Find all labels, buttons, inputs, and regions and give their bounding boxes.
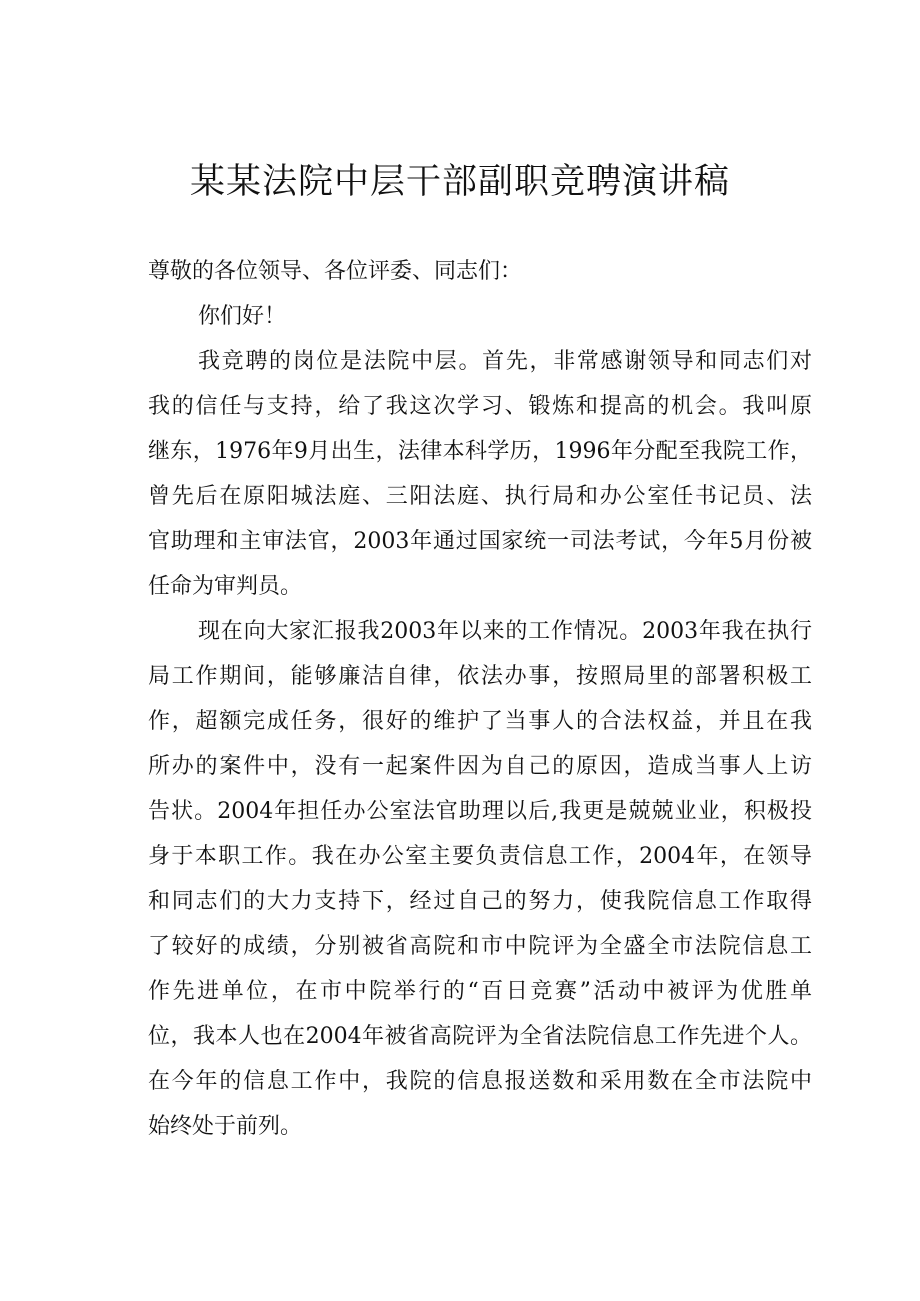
paragraph-1-line-4: 曾先后在原阳城法庭、三阳法庭、执行局和办公室任书记员、法 (148, 484, 812, 509)
paragraph-2-line-5: 告状。2004年担任办公室法官助理以后,我更是兢兢业业，积极投 (148, 799, 812, 824)
paragraph-1-line-2: 我的信任与支持，给了我这次学习、锻炼和提高的机会。我叫原 (148, 394, 812, 419)
paragraph-2-line-6: 身于本职工作。我在办公室主要负责信息工作，2004年，在领导 (148, 844, 812, 869)
paragraph-2-line-8: 了较好的成绩，分别被省高院和市中院评为全盛全市法院信息工 (148, 934, 812, 959)
paragraph-2-line-11: 在今年的信息工作中，我院的信息报送数和采用数在全市法院中 (148, 1069, 812, 1094)
paragraph-2-line-9: 作先进单位，在市中院举行的“百日竞赛”活动中被评为优胜单 (148, 979, 812, 1004)
paragraph-2-line-3: 作，超额完成任务，很好的维护了当事人的合法权益，并且在我 (148, 709, 812, 734)
paragraph-2-line-10: 位，我本人也在2004年被省高院评为全省法院信息工作先进个人。 (148, 1024, 812, 1049)
paragraph-2-line-4: 所办的案件中，没有一起案件因为自己的原因，造成当事人上访 (148, 754, 812, 779)
paragraph-1-line-5: 官助理和主审法官，2003年通过国家统一司法考试，今年5月份被 (148, 529, 812, 554)
paragraph-2-line-2: 局工作期间，能够廉洁自律，依法办事，按照局里的部署积极工 (148, 664, 812, 689)
paragraph-1-line-3: 继东，1976年9月出生，法律本科学历，1996年分配至我院工作， (148, 439, 812, 464)
greeting-line: 你们好！ (198, 304, 287, 329)
document-title: 某某法院中层干部副职竞聘演讲稿 (189, 162, 730, 202)
paragraph-1-line-6: 任命为审判员。 (148, 574, 303, 599)
document-body (148, 249, 812, 1149)
paragraph-1-line-1: 我竞聘的岗位是法院中层。首先，非常感谢领导和同志们对 (198, 349, 812, 374)
paragraph-2-line-1: 现在向大家汇报我2003年以来的工作情况。2003年我在执行 (198, 619, 812, 644)
paragraph-2-line-7: 和同志们的大力支持下，经过自己的努力，使我院信息工作取得 (148, 889, 812, 914)
paragraph-2-line-12: 始终处于前列。 (148, 1114, 303, 1139)
salutation-line: 尊敬的各位领导、各位评委、同志们： (148, 259, 523, 284)
